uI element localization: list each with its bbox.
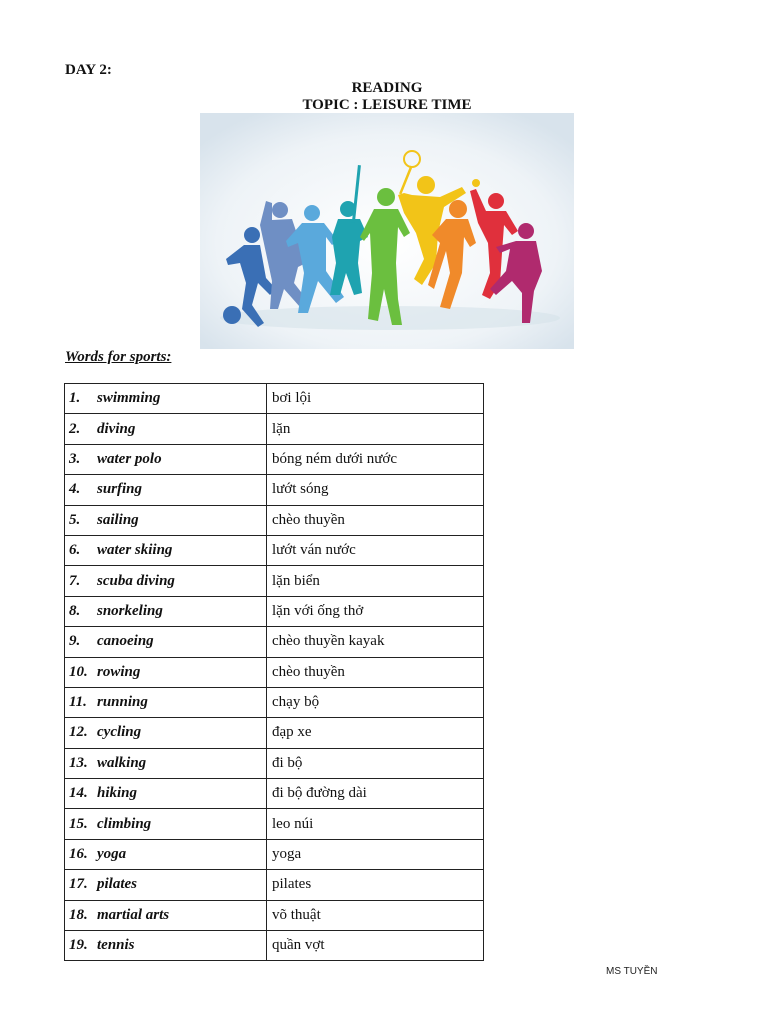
item-number: 11. bbox=[69, 694, 87, 711]
english-term: water polo bbox=[97, 450, 162, 467]
vietnamese-translation: lặn bbox=[267, 414, 484, 444]
english-term: sailing bbox=[97, 511, 139, 528]
vietnamese-translation: pilates bbox=[267, 870, 484, 900]
item-number: 12. bbox=[69, 724, 88, 741]
table-row bbox=[65, 718, 484, 748]
vietnamese-translation: chèo thuyền bbox=[267, 505, 484, 535]
english-term-cell bbox=[65, 444, 267, 474]
item-number: 18. bbox=[69, 906, 88, 923]
table-row bbox=[65, 444, 484, 474]
english-term: diving bbox=[97, 420, 136, 437]
item-number: 19. bbox=[69, 937, 88, 954]
item-number: 4. bbox=[69, 481, 81, 498]
item-number: 3. bbox=[69, 450, 81, 467]
english-term-cell bbox=[65, 809, 267, 839]
vietnamese-translation: leo núi bbox=[267, 809, 484, 839]
item-number: 16. bbox=[69, 846, 88, 863]
footer-author: MS TUYỀN bbox=[606, 966, 658, 977]
table-row bbox=[65, 839, 484, 869]
table-row bbox=[65, 931, 484, 961]
english-term-cell bbox=[65, 414, 267, 444]
english-term: rowing bbox=[97, 663, 141, 680]
table-row bbox=[65, 779, 484, 809]
english-term-cell bbox=[65, 839, 267, 869]
reading-heading: READING bbox=[351, 80, 423, 96]
vietnamese-translation: đạp xe bbox=[267, 718, 484, 748]
english-term-cell bbox=[65, 900, 267, 930]
table-row bbox=[65, 627, 484, 657]
english-term: climbing bbox=[97, 815, 152, 832]
item-number: 2. bbox=[69, 420, 81, 437]
english-term: snorkeling bbox=[97, 602, 163, 619]
item-number: 5. bbox=[69, 511, 81, 528]
vietnamese-translation: bóng ném dưới nước bbox=[267, 444, 484, 474]
vietnamese-translation: yoga bbox=[267, 839, 484, 869]
table-row bbox=[65, 505, 484, 535]
english-term: hiking bbox=[97, 785, 138, 802]
vietnamese-translation: chèo thuyền kayak bbox=[267, 627, 484, 657]
vietnamese-translation: quần vợt bbox=[267, 931, 484, 961]
table-row bbox=[65, 870, 484, 900]
english-term-cell bbox=[65, 779, 267, 809]
table-row bbox=[65, 596, 484, 626]
vietnamese-translation: võ thuật bbox=[267, 900, 484, 930]
vietnamese-translation: đi bộ bbox=[267, 748, 484, 778]
item-number: 10. bbox=[69, 663, 88, 680]
vietnamese-translation: lướt ván nước bbox=[267, 535, 484, 565]
table-row bbox=[65, 687, 484, 717]
item-number: 17. bbox=[69, 876, 88, 893]
table-row bbox=[65, 414, 484, 444]
english-term-cell bbox=[65, 384, 267, 414]
vietnamese-translation: lặn biển bbox=[267, 566, 484, 596]
table-row bbox=[65, 535, 484, 565]
topic-heading: TOPIC : LEISURE TIME bbox=[302, 97, 472, 113]
english-term-cell bbox=[65, 748, 267, 778]
vietnamese-translation: lướt sóng bbox=[267, 475, 484, 505]
table-row bbox=[65, 657, 484, 687]
table-row bbox=[65, 384, 484, 414]
english-term-cell bbox=[65, 475, 267, 505]
table-row bbox=[65, 566, 484, 596]
table-row bbox=[65, 809, 484, 839]
english-term: surfing bbox=[97, 481, 143, 498]
english-term-cell bbox=[65, 687, 267, 717]
english-term: pilates bbox=[97, 876, 137, 893]
english-term-cell bbox=[65, 627, 267, 657]
item-number: 7. bbox=[69, 572, 81, 589]
vietnamese-translation: lặn với ống thở bbox=[267, 596, 484, 626]
english-term: martial arts bbox=[97, 906, 170, 923]
english-term-cell bbox=[65, 566, 267, 596]
item-number: 15. bbox=[69, 815, 88, 832]
english-term: tennis bbox=[97, 937, 135, 954]
english-term-cell bbox=[65, 718, 267, 748]
english-term-cell bbox=[65, 535, 267, 565]
english-term: swimming bbox=[97, 390, 161, 407]
item-number: 14. bbox=[69, 785, 88, 802]
sports-silhouettes-illustration bbox=[200, 113, 574, 349]
english-term-cell bbox=[65, 931, 267, 961]
vietnamese-translation: chèo thuyền bbox=[267, 657, 484, 687]
table-row bbox=[65, 900, 484, 930]
english-term: water skiing bbox=[97, 542, 173, 559]
item-number: 13. bbox=[69, 754, 88, 771]
day-label: DAY 2: bbox=[65, 62, 112, 78]
english-term: cycling bbox=[97, 724, 142, 741]
english-term-cell bbox=[65, 657, 267, 687]
english-term: canoeing bbox=[97, 633, 154, 650]
item-number: 1. bbox=[69, 390, 81, 407]
english-term-cell bbox=[65, 870, 267, 900]
english-term: walking bbox=[97, 754, 147, 771]
vietnamese-translation: chạy bộ bbox=[267, 687, 484, 717]
section-title: Words for sports: bbox=[65, 349, 172, 365]
item-number: 8. bbox=[69, 602, 81, 619]
table-row bbox=[65, 748, 484, 778]
english-term-cell bbox=[65, 505, 267, 535]
vocabulary-table bbox=[64, 383, 484, 961]
english-term: scuba diving bbox=[97, 572, 175, 589]
table-row bbox=[65, 475, 484, 505]
vietnamese-translation: bơi lội bbox=[267, 384, 484, 414]
item-number: 9. bbox=[69, 633, 81, 650]
vietnamese-translation: đi bộ đường dài bbox=[267, 779, 484, 809]
english-term-cell bbox=[65, 596, 267, 626]
english-term: running bbox=[97, 694, 148, 711]
item-number: 6. bbox=[69, 542, 81, 559]
english-term: yoga bbox=[97, 846, 127, 863]
